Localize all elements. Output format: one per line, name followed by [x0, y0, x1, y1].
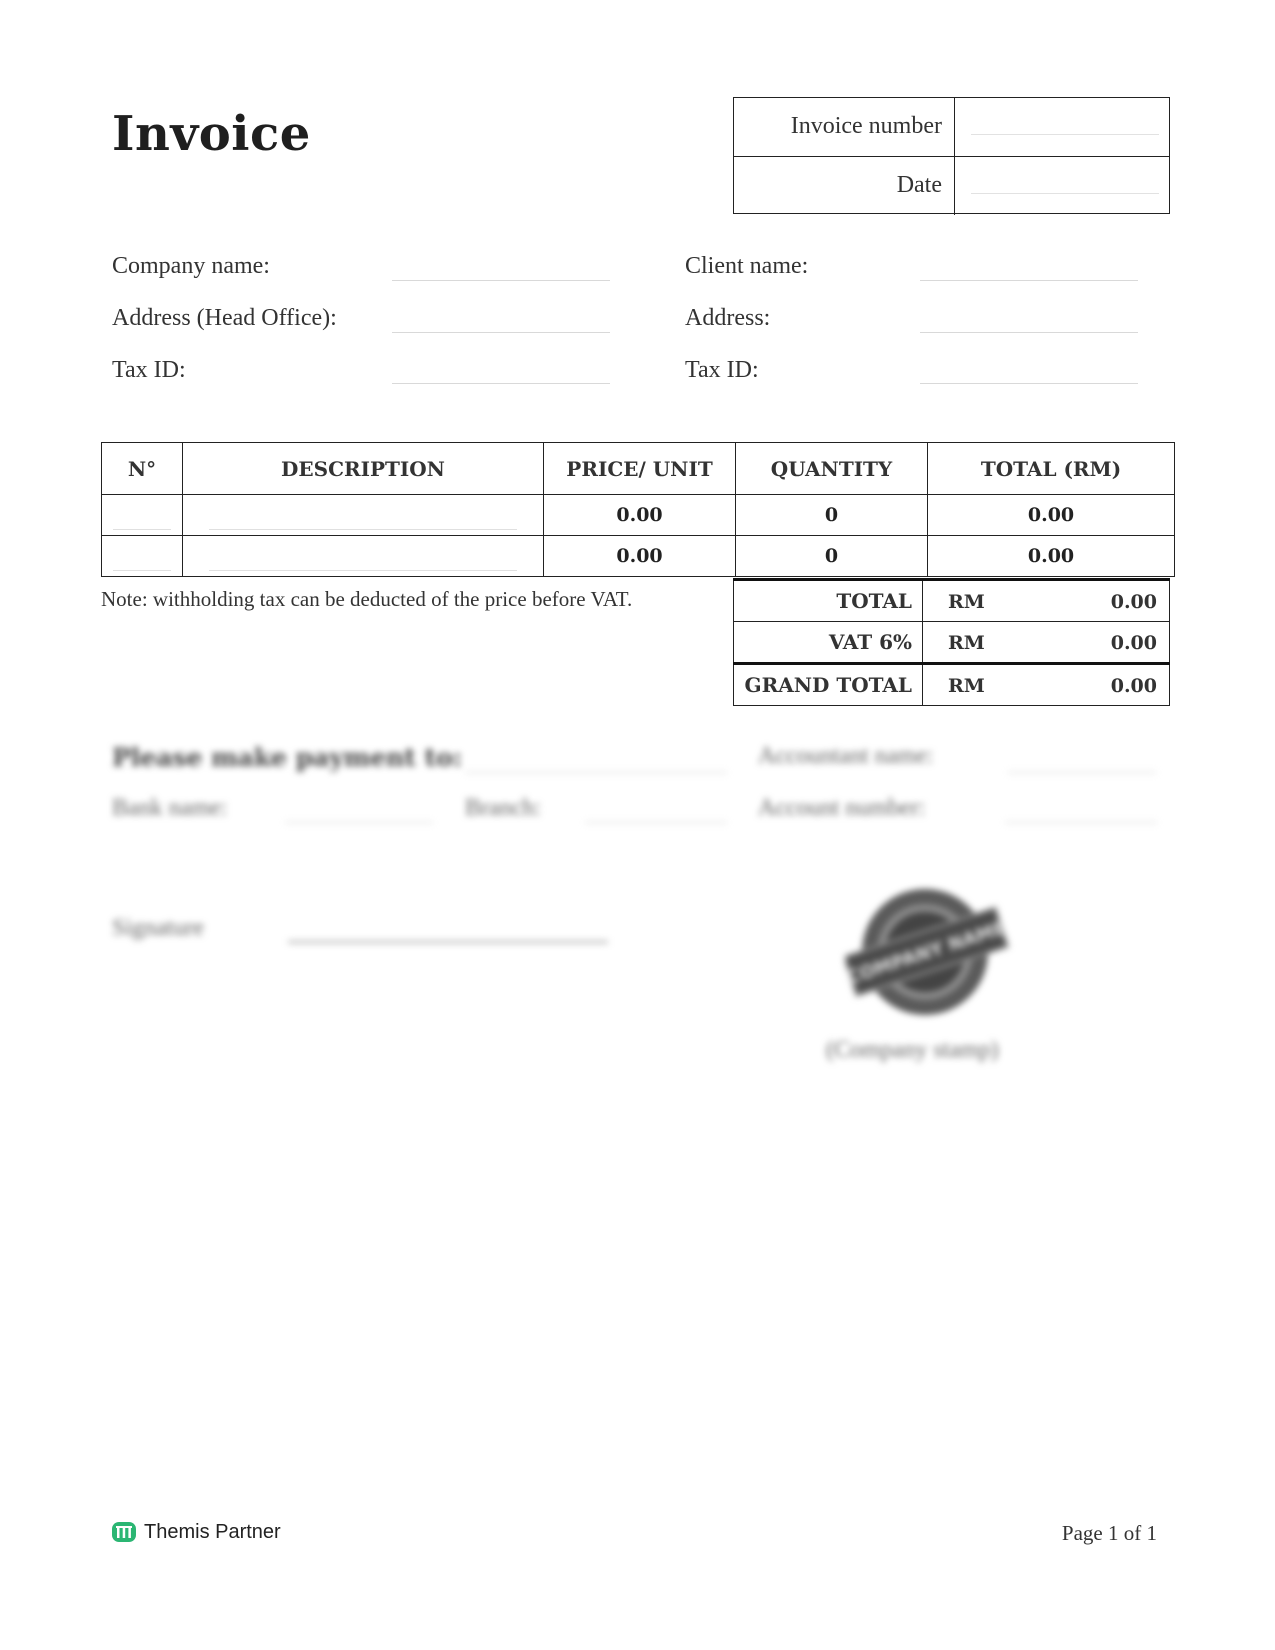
payment-to-field[interactable]: [465, 772, 727, 773]
footer-brand-name: Themis Partner: [144, 1521, 281, 1543]
total-row: [734, 580, 1170, 622]
row-price-cell[interactable]: 0.00: [544, 495, 736, 536]
company-name-field[interactable]: [392, 280, 610, 281]
header-description: DESCRIPTION: [183, 443, 544, 495]
client-tax-label: Tax ID:: [685, 357, 759, 383]
footer-brand: [112, 1521, 281, 1544]
row-total-cell: 0.00: [928, 495, 1175, 536]
date-label: Date: [734, 157, 955, 215]
signature-field[interactable]: [288, 941, 608, 943]
header-quantity: QUANTITY: [736, 443, 928, 495]
client-address-field[interactable]: [920, 332, 1138, 333]
client-address-label: Address:: [685, 305, 771, 331]
table-row: [102, 495, 1175, 536]
bank-label: Bank name:: [112, 795, 228, 821]
client-name-label: Client name:: [685, 253, 809, 279]
signature-label: Signature: [112, 915, 204, 941]
company-tax-label: Tax ID:: [112, 357, 186, 383]
row-price-cell[interactable]: 0.00: [544, 536, 736, 577]
payment-heading: Please make payment to:: [112, 743, 463, 772]
items-table: [101, 442, 1175, 577]
client-tax-field[interactable]: [920, 383, 1138, 384]
account-label: Account number:: [758, 795, 926, 821]
svg-text:COMPANY NAME: COMPANY NAME: [845, 917, 1009, 989]
company-name-label: Company name:: [112, 253, 270, 279]
row-no-cell[interactable]: [102, 536, 183, 577]
invoice-number-field[interactable]: [971, 134, 1159, 135]
totals-table: [733, 578, 1170, 706]
row-description-cell[interactable]: [183, 495, 544, 536]
company-address-label: Address (Head Office):: [112, 305, 337, 331]
date-field[interactable]: [971, 193, 1159, 194]
vat-value: RM 0.00: [923, 622, 1170, 664]
header-total: TOTAL (RM): [928, 443, 1175, 495]
row-total-cell: 0.00: [928, 536, 1175, 577]
header-price: PRICE/ UNIT: [544, 443, 736, 495]
row-quantity-cell[interactable]: 0: [736, 536, 928, 577]
invoice-meta-box: [733, 97, 1170, 214]
accountant-label: Accountant name:: [758, 743, 934, 769]
invoice-number-row: [734, 98, 1169, 156]
page-title: Invoice: [112, 106, 311, 162]
vat-row: [734, 622, 1170, 664]
company-address-field[interactable]: [392, 332, 610, 333]
accountant-field[interactable]: [1008, 772, 1156, 773]
stamp-icon: [845, 885, 1010, 1020]
branch-label: Branch:: [465, 795, 541, 821]
themis-logo-icon: [112, 1522, 136, 1544]
total-label: TOTAL: [734, 580, 923, 622]
row-no-cell[interactable]: [102, 495, 183, 536]
row-quantity-cell[interactable]: 0: [736, 495, 928, 536]
table-header-row: [102, 443, 1175, 495]
total-value: RM 0.00: [923, 580, 1170, 622]
client-name-field[interactable]: [920, 280, 1138, 281]
row-description-cell[interactable]: [183, 536, 544, 577]
header-no: N°: [102, 443, 183, 495]
branch-field[interactable]: [585, 822, 727, 823]
grand-total-value: RM 0.00: [923, 664, 1170, 706]
table-row: [102, 536, 1175, 577]
company-stamp: [845, 885, 1010, 1020]
grand-total-label: GRAND TOTAL: [734, 664, 923, 706]
invoice-number-label: Invoice number: [734, 98, 955, 156]
page-number: Page 1 of 1: [1061, 1521, 1157, 1545]
withholding-note: Note: withholding tax can be deducted of the price before VAT.: [101, 587, 633, 611]
grand-total-row: [734, 664, 1170, 706]
account-field[interactable]: [1005, 822, 1157, 823]
stamp-caption: (Company stamp): [826, 1037, 999, 1063]
vat-label: VAT 6%: [734, 622, 923, 664]
date-row: [734, 156, 1169, 215]
company-tax-field[interactable]: [392, 383, 610, 384]
bank-field[interactable]: [285, 822, 433, 823]
